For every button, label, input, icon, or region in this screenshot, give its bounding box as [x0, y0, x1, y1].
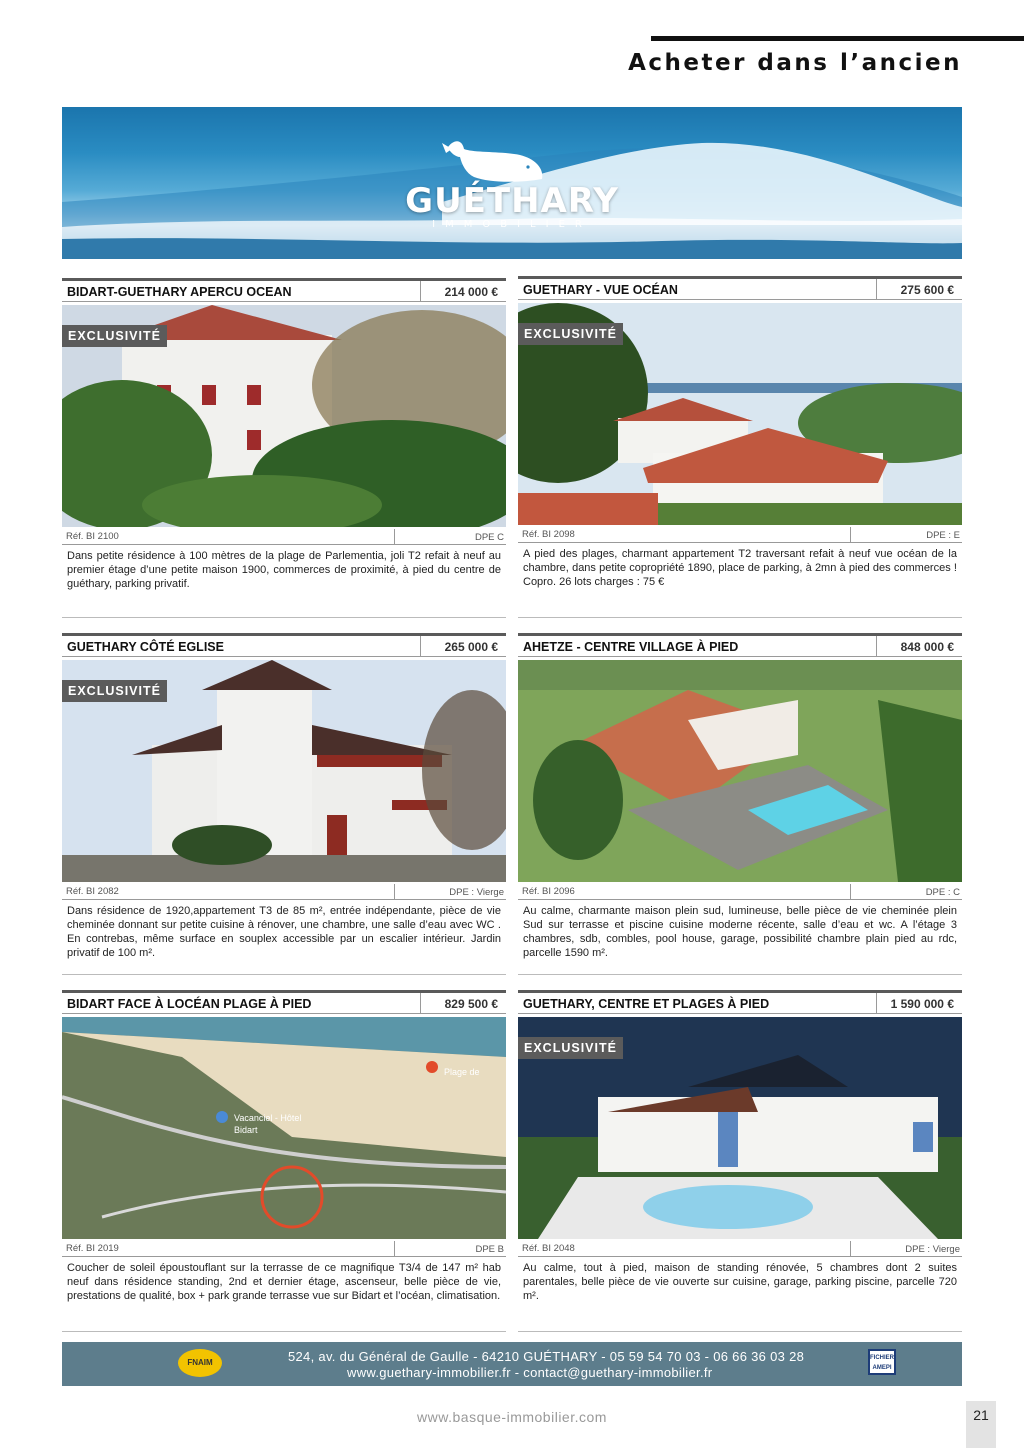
listing-card[interactable] — [62, 278, 506, 591]
listing-divider — [62, 1331, 506, 1332]
agency-address: 524, av. du Général de Gaulle - 64210 GUÉTHARY - 05 59 54 70 03 - 06 66 36 03 28 — [288, 1349, 805, 1364]
listing-card[interactable] — [62, 633, 506, 960]
listing-photo[interactable] — [62, 660, 506, 882]
listing-card[interactable] — [518, 633, 962, 960]
listing-dpe: DPE : Vierge — [449, 887, 504, 898]
listing-photo[interactable] — [62, 305, 506, 527]
listing-title: BIDART FACE À LOCÉAN PLAGE À PIED — [67, 997, 312, 1011]
listing-description: A pied des plages, charmant appartement T2 traversant refait à neuf vue océan de la chambre, dans petite copropriété 1890, place de parking, à 2mn à pied des commerces ! Copro. 26 lots charges : 75 € — [523, 548, 957, 588]
listing-description: Au calme, charmante maison plein sud, lumineuse, belle pièce de vie cheminée plein Sud sur terrasse et piscine cuisine moderne récente, salle d’eau et wc. A l’étage 3 chambres, sdb, combles, pool house, garage, possibilité chambre plain pied au rdc, parcelle 1590 m². — [523, 905, 957, 959]
listing-card[interactable] — [518, 276, 962, 589]
listing-price: 829 500 € — [444, 997, 498, 1011]
exclusive-badge: EXCLUSIVITÉ — [62, 680, 167, 702]
agency-contact-link[interactable]: www.guethary-immobilier.fr - contact@guethary-immobilier.fr — [347, 1365, 713, 1380]
listing-description: Dans résidence de 1920,appartement T3 de 85 m², entrée indépendante, pièce de vie cheminée donnant sur petite cuisine à rénover, une chambre, une salle d’eau avec WC . En contrebas, même surface en souplex accessible par un escalier intérieur. Jardin privatif de 100 m². — [67, 905, 501, 959]
map-photo — [62, 1017, 506, 1239]
listing-photo[interactable] — [518, 1017, 962, 1239]
house-photo — [518, 660, 962, 882]
listing-dpe: DPE C — [474, 532, 504, 543]
brand-name: GUÉTHARY — [405, 181, 619, 221]
website-link[interactable]: www.basque-immobilier.com — [417, 1409, 607, 1425]
listing-card[interactable] — [518, 990, 962, 1303]
listing-title: GUETHARY - VUE OCÉAN — [523, 283, 678, 297]
listing-title: GUETHARY CÔTÉ EGLISE — [67, 640, 224, 654]
exclusive-badge: EXCLUSIVITÉ — [518, 1037, 623, 1059]
listing-divider — [62, 617, 506, 618]
listing-price: 214 000 € — [444, 285, 498, 299]
listing-ref: Réf. BI 2098 — [522, 529, 575, 540]
page-number: 21 — [973, 1407, 989, 1423]
listing-dpe: DPE : Vierge — [905, 1244, 960, 1255]
listing-price: 265 000 € — [444, 640, 498, 654]
listing-dpe: DPE B — [475, 1244, 504, 1255]
map-label-town: Bidart — [234, 1125, 258, 1135]
listing-ref: Réf. BI 2048 — [522, 1243, 575, 1254]
page-number-box — [966, 1401, 996, 1448]
listing-ref: Réf. BI 2082 — [66, 886, 119, 897]
brand-banner — [62, 107, 962, 259]
listing-title: AHETZE - CENTRE VILLAGE À PIED — [523, 640, 739, 654]
listing-divider — [518, 617, 962, 618]
listing-photo[interactable] — [518, 660, 962, 882]
listing-title: GUETHARY, CENTRE ET PLAGES À PIED — [523, 997, 770, 1011]
section-title: Acheter dans l’ancien — [628, 50, 962, 76]
exclusive-badge: EXCLUSIVITÉ — [62, 325, 167, 347]
listing-dpe: DPE : C — [925, 887, 960, 898]
listing-ref: Réf. BI 2019 — [66, 1243, 119, 1254]
listing-title: BIDART-GUETHARY APERCU OCEAN — [67, 285, 292, 299]
listing-divider — [518, 1331, 962, 1332]
listing-divider — [62, 974, 506, 975]
listing-ref: Réf. BI 2100 — [66, 531, 119, 542]
agency-footer — [62, 1342, 962, 1386]
exclusive-badge: EXCLUSIVITÉ — [518, 323, 623, 345]
listing-photo[interactable] — [62, 1017, 506, 1239]
listing-ref: Réf. BI 2096 — [522, 886, 575, 897]
listing-divider — [518, 974, 962, 975]
listing-price: 848 000 € — [900, 640, 954, 654]
listing-description: Au calme, tout à pied, maison de standing rénovée, 5 chambres dont 2 suites parentales, belle pièce de vie ouverte sur cuisine, garage, parking piscine, parcelle 720 m². — [523, 1262, 957, 1302]
brand-sub: IMMOBILIER — [432, 219, 592, 230]
header-rule — [651, 36, 1024, 41]
amepi-logo: FICHIER AMEPI — [868, 1349, 896, 1375]
listing-price: 275 600 € — [900, 283, 954, 297]
listing-photo[interactable] — [518, 303, 962, 525]
listing-dpe: DPE : E — [926, 530, 960, 541]
listing-card[interactable] — [62, 990, 506, 1303]
map-label-hotel: Vacanciel - Hôtel — [234, 1113, 302, 1123]
listing-description: Dans petite résidence à 100 mètres de la plage de Parlementia, joli T2 refait à neuf au premier étage d’une petite maison 1900, commerces de proximité, à pied du centre de guéthary, parking privatif. — [67, 550, 501, 590]
fnaim-logo: FNAIM — [178, 1349, 222, 1377]
listing-description: Coucher de soleil époustouflant sur la terrasse de ce magnifique T3/4 de 147 m² hab neuf dans résidence standing, 2nd et dernier étage, ascenseur, belle pièce de vie, prestations de qualité, box + park grande terrasse vue sur Bidart et l’océan, climatisation. — [67, 1262, 501, 1302]
listing-price: 1 590 000 € — [890, 997, 954, 1011]
map-label-beach: Plage de — [444, 1067, 480, 1077]
